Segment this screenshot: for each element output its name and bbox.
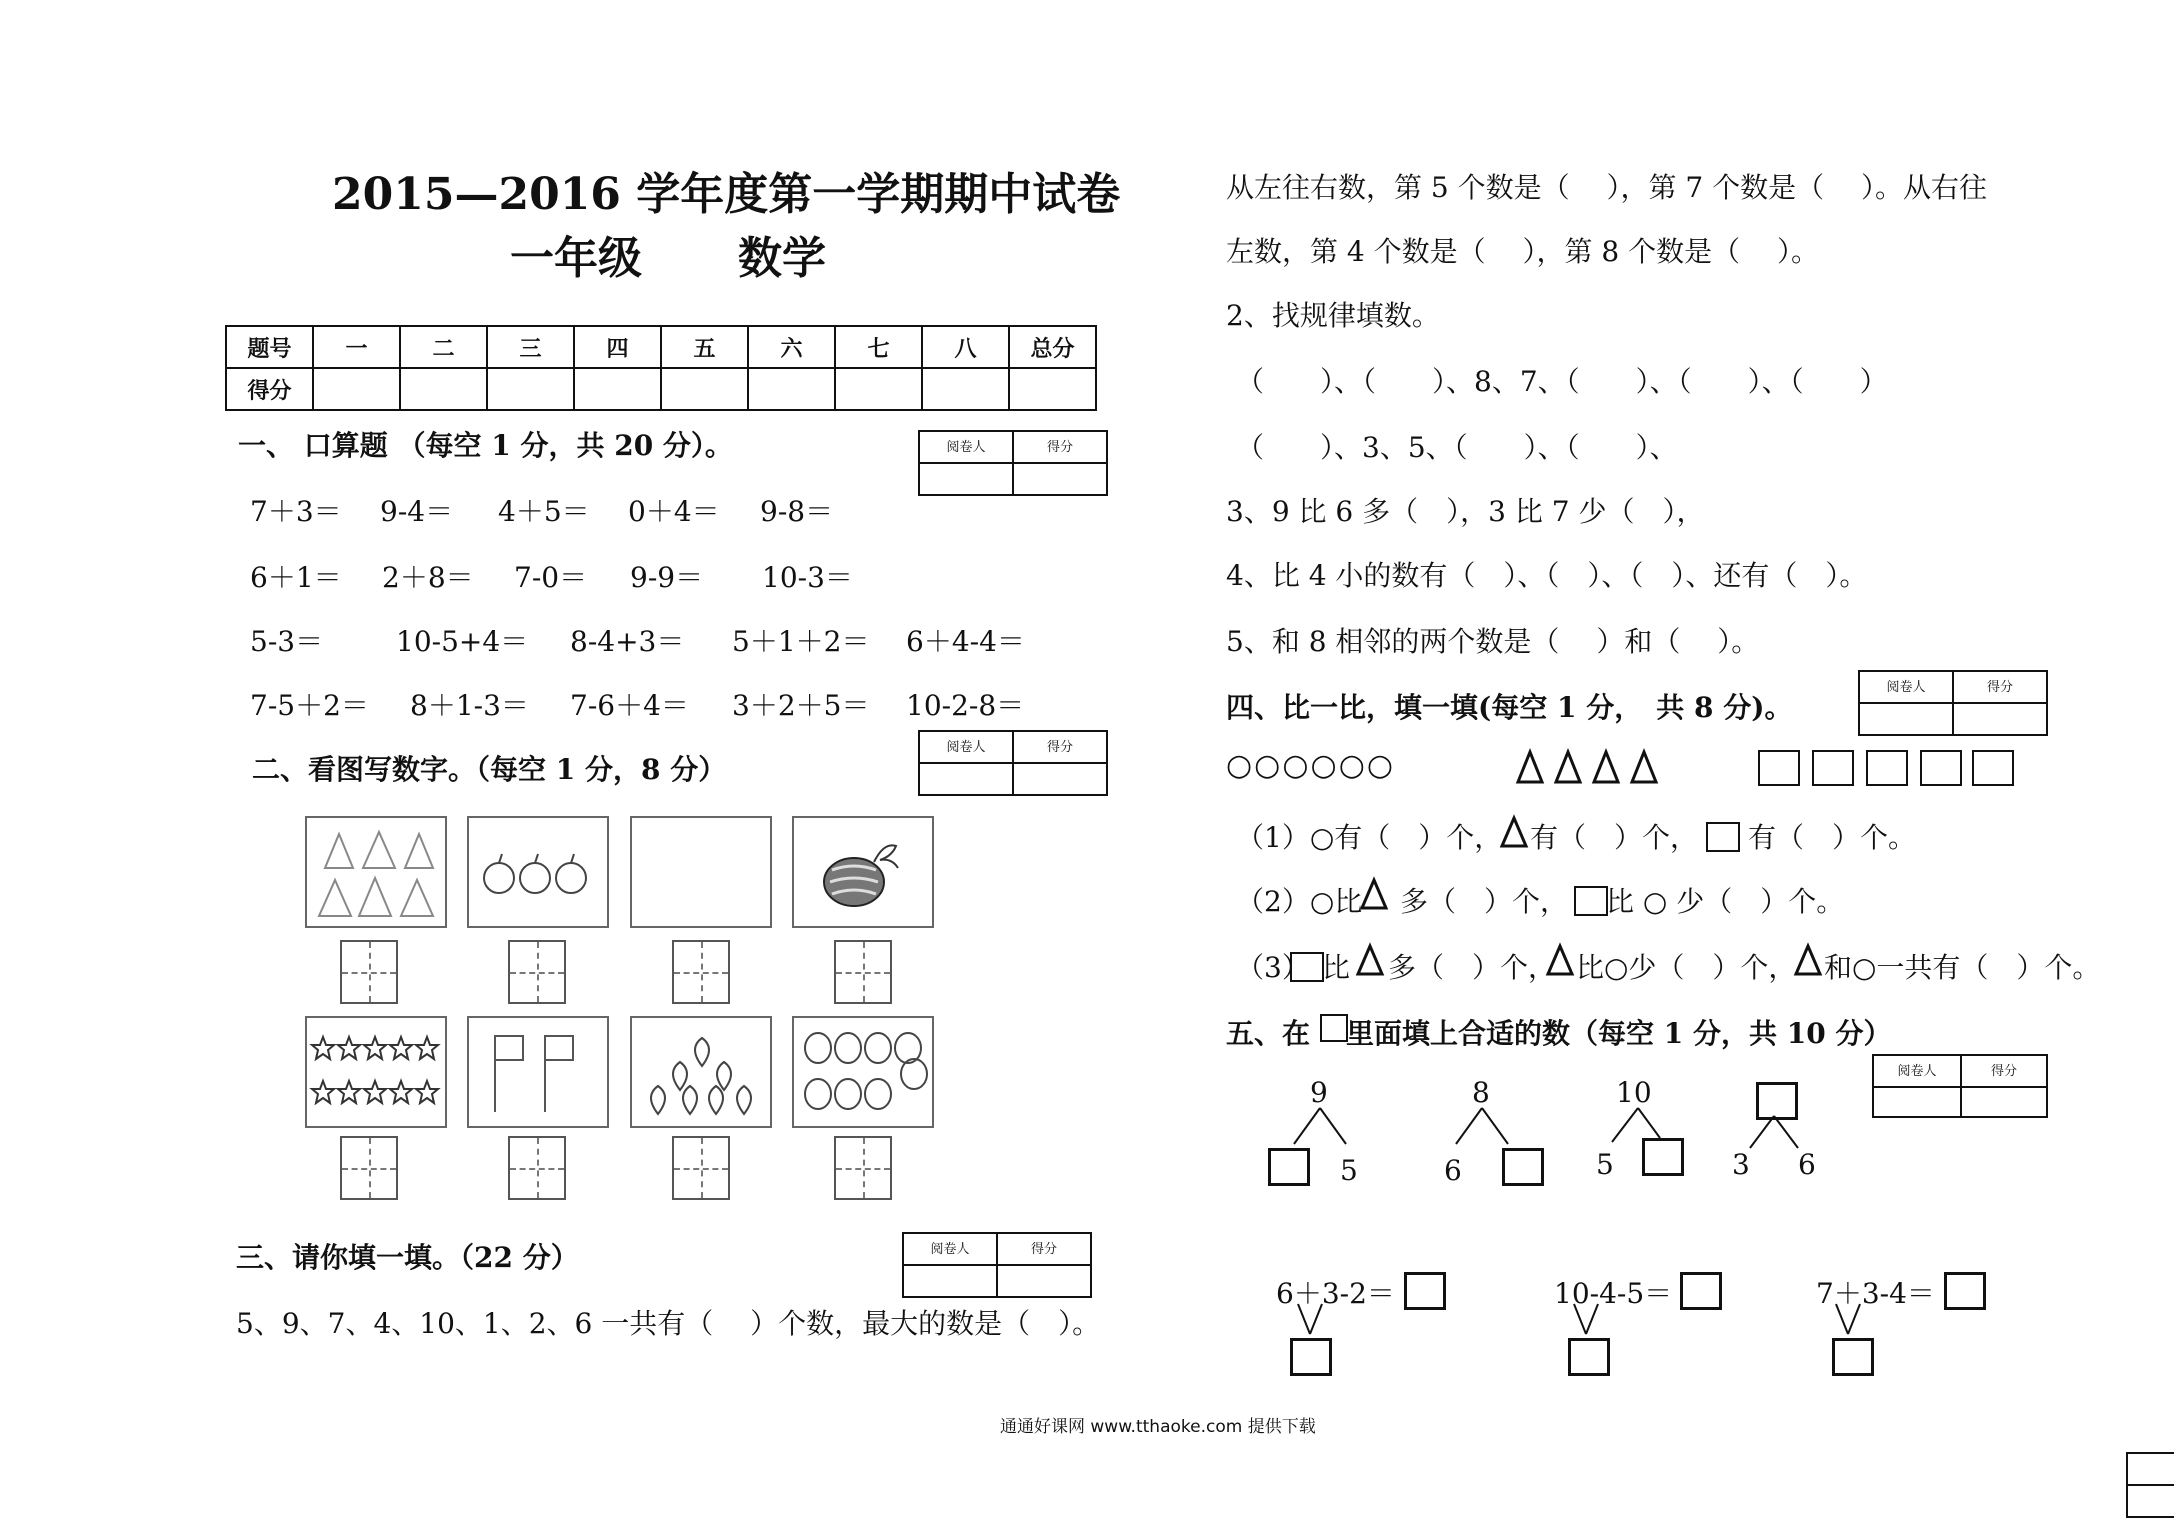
score-table	[225, 325, 1097, 411]
section3-q2-heading: 2、找规律填数。	[1226, 299, 1440, 332]
score-cell: 六	[748, 326, 835, 368]
section3-q1-line2: 从左往右数，第 5 个数是（ ），第 7 个数是（ ）。从右往	[1226, 171, 1988, 204]
empty-picture	[630, 816, 772, 928]
section4-q2-b: 多（ ）个，	[1400, 885, 1569, 918]
section2-heading: 二、看图写数字。（每空 1 分，8 分）	[252, 753, 727, 786]
section4-q3-b: 比	[1322, 951, 1351, 984]
bond-right: 6	[1798, 1148, 1816, 1181]
section3-q3: 3、9 比 6 多（ ），3 比 7 少（ ），	[1226, 495, 1705, 528]
section4-heading: 四、比一比，填一填(每空 1 分， 共 8 分)。	[1226, 691, 1793, 724]
section4-q1-a: （1）○有（ ）个，	[1236, 821, 1503, 854]
reviewer-box	[918, 430, 1108, 496]
square-icon	[1290, 952, 1324, 982]
score-cell: 四	[574, 326, 661, 368]
grade-label: 一年级	[510, 233, 642, 284]
problem: 6＋1＝	[250, 561, 342, 594]
square-shape	[1758, 750, 1800, 786]
circles-row: ○○○○○○	[1226, 748, 1396, 783]
triangle-icon	[1360, 878, 1390, 910]
square-shape	[1866, 750, 1908, 786]
split-lines	[1288, 1304, 1338, 1338]
subject-label: 数学	[738, 233, 826, 284]
score-blank[interactable]	[748, 368, 835, 410]
section3-q1-line1: 5、9、7、4、10、1、2、6 一共有（ ）个数，最大的数是（ ）。	[236, 1307, 1101, 1340]
score-blank[interactable]	[922, 368, 1009, 410]
score-cell: 总分	[1009, 326, 1096, 368]
section4-q3-c: 多（ ）个，	[1388, 951, 1557, 984]
problem: 5＋1＋2＝	[732, 625, 870, 658]
bond-left: 5	[1596, 1148, 1614, 1181]
score-cell: 七	[835, 326, 922, 368]
bond-left: 3	[1732, 1148, 1750, 1181]
split-lines	[1826, 1304, 1876, 1338]
section4-q2-c: 比 ○ 少（ ）个。	[1606, 885, 1845, 918]
equation: 7＋3-4＝	[1816, 1277, 1935, 1310]
problem: 8-4+3＝	[570, 625, 685, 658]
split-answer-box[interactable]	[1568, 1338, 1610, 1376]
reviewer-label: 阅卷人	[1886, 680, 1926, 695]
bond-right: 5	[1340, 1154, 1358, 1187]
reviewer-score-label: 得分	[1030, 1242, 1057, 1257]
peaches-picture	[630, 1016, 772, 1128]
score-table-header-row	[226, 326, 1096, 368]
reviewer-box	[1872, 1054, 2048, 1118]
section3-q1-line3: 左数，第 4 个数是（ ），第 8 个数是（ ）。	[1226, 235, 1820, 268]
section5-heading-b: 里面填上合适的数（每空 1 分，共 10 分）	[1346, 1017, 1892, 1050]
triangles-row	[1514, 748, 1674, 784]
triangle-icon	[1794, 944, 1824, 976]
bond-answer-box[interactable]	[1502, 1148, 1544, 1186]
score-table-score-row	[226, 368, 1096, 410]
square-icon	[1320, 1014, 1348, 1042]
section3-q2-line2: （ ）、3、5、（ ）、（ ）、	[1236, 431, 1678, 464]
answer-grid[interactable]	[834, 1136, 892, 1200]
section4-q2-a: （2）○比	[1236, 885, 1363, 918]
answer-grid[interactable]	[672, 1136, 730, 1200]
reviewer-box	[1858, 670, 2048, 736]
section4-q1-b: 有（ ）个，	[1530, 821, 1699, 854]
reviewer-box-partial	[2126, 1452, 2174, 1518]
problem: 2＋8＝	[382, 561, 474, 594]
bond-lines	[1280, 1108, 1360, 1148]
section4-q3-a: （3）	[1236, 951, 1310, 984]
bond-answer-box[interactable]	[1642, 1138, 1684, 1176]
problem: 9-8＝	[760, 495, 834, 528]
bond-left: 6	[1444, 1154, 1462, 1187]
answer-grid[interactable]	[508, 940, 566, 1004]
equation-answer-box[interactable]	[1680, 1272, 1722, 1310]
section5-heading-a: 五、在	[1226, 1017, 1311, 1050]
problem: 10-3＝	[762, 561, 853, 594]
section3-q5: 5、和 8 相邻的两个数是（ ）和（ ）。	[1226, 625, 1760, 658]
reviewer-label: 阅卷人	[930, 1242, 970, 1257]
bond-top: 9	[1310, 1076, 1328, 1109]
bond-lines	[1442, 1108, 1522, 1148]
answer-grid[interactable]	[672, 940, 730, 1004]
split-lines	[1564, 1304, 1614, 1338]
section4-q1-c: 有（ ）个。	[1748, 821, 1917, 854]
apples-picture	[467, 816, 609, 928]
bond-answer-box[interactable]	[1756, 1082, 1798, 1120]
flags-picture	[467, 1016, 609, 1128]
section4-q3-e: 和○一共有（ ）个。	[1824, 951, 2101, 984]
section3-q2-line1: （ ）、（ ）、8、7、（ ）、（ ）、（ ）	[1236, 365, 1888, 398]
square-shape	[1972, 750, 2014, 786]
score-cell: 二	[400, 326, 487, 368]
equation-answer-box[interactable]	[1944, 1272, 1986, 1310]
square-icon	[1574, 886, 1608, 916]
reviewer-score-label: 得分	[1046, 440, 1073, 455]
bond-answer-box[interactable]	[1268, 1148, 1310, 1186]
reviewer-box	[902, 1232, 1092, 1298]
reviewer-label: 阅卷人	[946, 740, 986, 755]
section1-heading: 一、 口算题 （每空 1 分，共 20 分）。	[238, 429, 733, 462]
reviewer-label: 阅卷人	[946, 440, 986, 455]
star-icon	[307, 1018, 445, 1126]
score-blank[interactable]	[574, 368, 661, 410]
answer-grid[interactable]	[508, 1136, 566, 1200]
equation: 10-4-5＝	[1554, 1277, 1673, 1310]
section3-heading: 三、请你填一填。（22 分）	[236, 1241, 579, 1274]
reviewer-score-label: 得分	[1990, 1064, 2017, 1079]
equation-answer-box[interactable]	[1404, 1272, 1446, 1310]
section3-q4: 4、比 4 小的数有（ ）、（ ）、（ ）、还有（ ）。	[1226, 559, 1868, 592]
problem: 6＋4-4＝	[906, 625, 1025, 658]
answer-grid[interactable]	[834, 940, 892, 1004]
section4-q3-d: 比○少（ ）个，	[1576, 951, 1797, 984]
triangle-icon	[1500, 816, 1530, 848]
problem: 4＋5＝	[498, 495, 590, 528]
problem: 8＋1-3＝	[410, 689, 529, 722]
bond-top: 8	[1472, 1076, 1490, 1109]
score-blank[interactable]	[313, 368, 400, 410]
split-answer-box[interactable]	[1832, 1338, 1874, 1376]
score-blank[interactable]	[487, 368, 574, 410]
problem: 7-6＋4＝	[570, 689, 689, 722]
problem: 10-5+4＝	[396, 625, 529, 658]
circles-picture	[792, 1016, 934, 1128]
equation: 6＋3-2＝	[1276, 1277, 1395, 1310]
triangle-icon	[1356, 944, 1386, 976]
exam-title: 2015—2016 学年度第一学期期中试卷	[332, 169, 1121, 220]
triangle-icon	[1546, 944, 1576, 976]
score-blank[interactable]	[661, 368, 748, 410]
problem: 7＋3＝	[250, 495, 342, 528]
problem: 10-2-8＝	[906, 689, 1025, 722]
problem: 3＋2＋5＝	[732, 689, 870, 722]
problem: 9-4＝	[380, 495, 454, 528]
problem: 5-3＝	[250, 625, 324, 658]
score-cell: 五	[661, 326, 748, 368]
split-answer-box[interactable]	[1290, 1338, 1332, 1376]
problem: 9-9＝	[630, 561, 704, 594]
square-shape	[1920, 750, 1962, 786]
reviewer-label: 阅卷人	[1897, 1064, 1937, 1079]
score-cell: 一	[313, 326, 400, 368]
footer-credit: 通通好课网 www.tthaoke.com 提供下载	[1000, 1417, 1316, 1437]
reviewer-box	[918, 730, 1108, 796]
score-blank[interactable]	[1009, 368, 1096, 410]
score-row-label: 得分	[226, 368, 313, 410]
score-cell: 三	[487, 326, 574, 368]
score-cell: 八	[922, 326, 1009, 368]
reviewer-score-label: 得分	[1046, 740, 1073, 755]
score-blank[interactable]	[400, 368, 487, 410]
watermelon-picture	[792, 816, 934, 928]
score-blank[interactable]	[835, 368, 922, 410]
triangles-picture	[305, 816, 447, 928]
problem: 0＋4＝	[628, 495, 720, 528]
square-shape	[1812, 750, 1854, 786]
reviewer-score-label: 得分	[1986, 680, 2013, 695]
bond-top: 10	[1616, 1076, 1652, 1109]
problem: 7-5＋2＝	[250, 689, 369, 722]
stars-picture	[305, 1016, 447, 1128]
problem: 7-0＝	[514, 561, 588, 594]
score-cell: 题号	[226, 326, 313, 368]
answer-grid[interactable]	[340, 940, 398, 1004]
square-icon	[1706, 822, 1740, 852]
answer-grid[interactable]	[340, 1136, 398, 1200]
